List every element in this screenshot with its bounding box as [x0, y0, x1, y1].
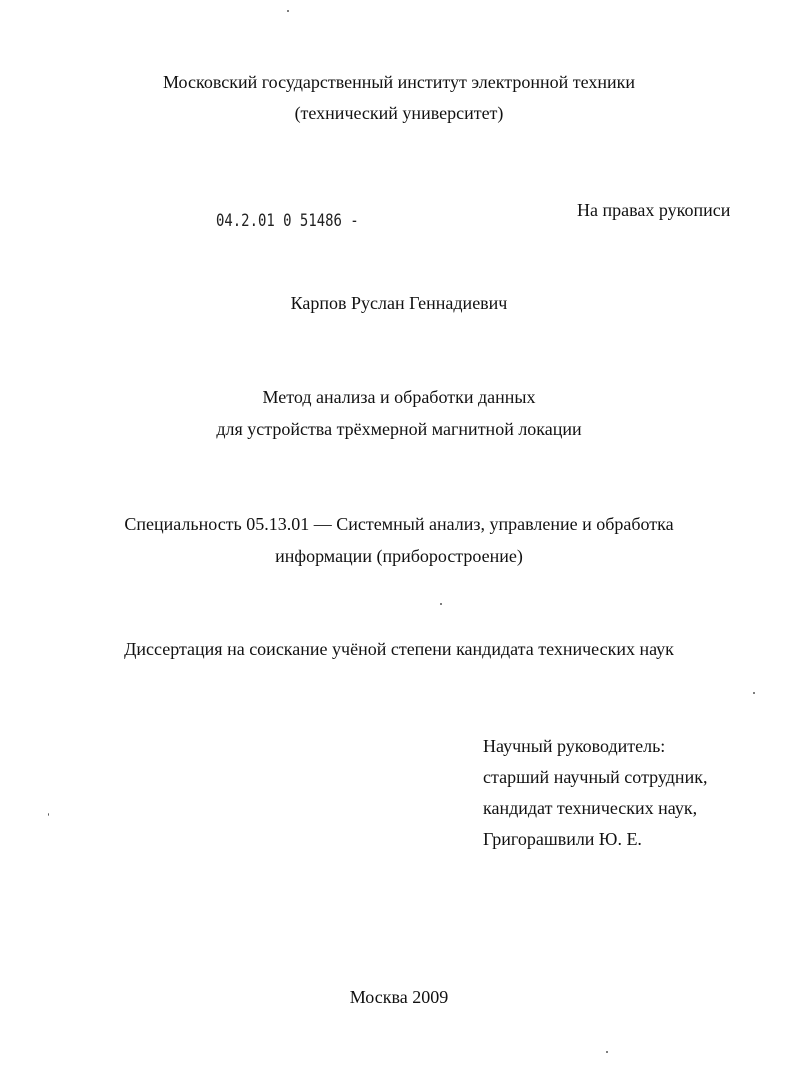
degree-line: Диссертация на соискание учёной степени кандидата технических наук — [124, 639, 674, 659]
specialty-line1: Специальность 05.13.01 — Системный анализ, управление и обработка — [124, 514, 674, 534]
registration-number: 04.2.01 0 51486 - — [216, 211, 359, 231]
supervisor-degree: кандидат технических наук, — [483, 798, 698, 818]
scan-speck — [48, 813, 49, 816]
rights-note: На правах рукописи — [577, 200, 731, 220]
author-name: Карпов Руслан Геннадиевич — [290, 293, 508, 313]
institution-name: Московский государственный институт электронной техники — [163, 72, 635, 92]
supervisor-label: Научный руководитель: — [483, 736, 666, 756]
supervisor-position: старший научный сотрудник, — [483, 767, 708, 787]
thesis-title-line2: для устройства трёхмерной магнитной локации — [216, 419, 582, 439]
specialty-line2: информации (приборостроение) — [275, 546, 523, 566]
place-year: Москва 2009 — [349, 987, 449, 1007]
scan-speck — [287, 10, 289, 12]
scan-speck — [440, 603, 442, 605]
supervisor-name: Григорашвили Ю. Е. — [483, 829, 642, 849]
scan-speck — [606, 1051, 608, 1053]
institution-subtitle: (технический университет) — [294, 103, 504, 123]
scan-speck — [753, 692, 755, 694]
thesis-title-line1: Метод анализа и обработки данных — [262, 387, 536, 407]
